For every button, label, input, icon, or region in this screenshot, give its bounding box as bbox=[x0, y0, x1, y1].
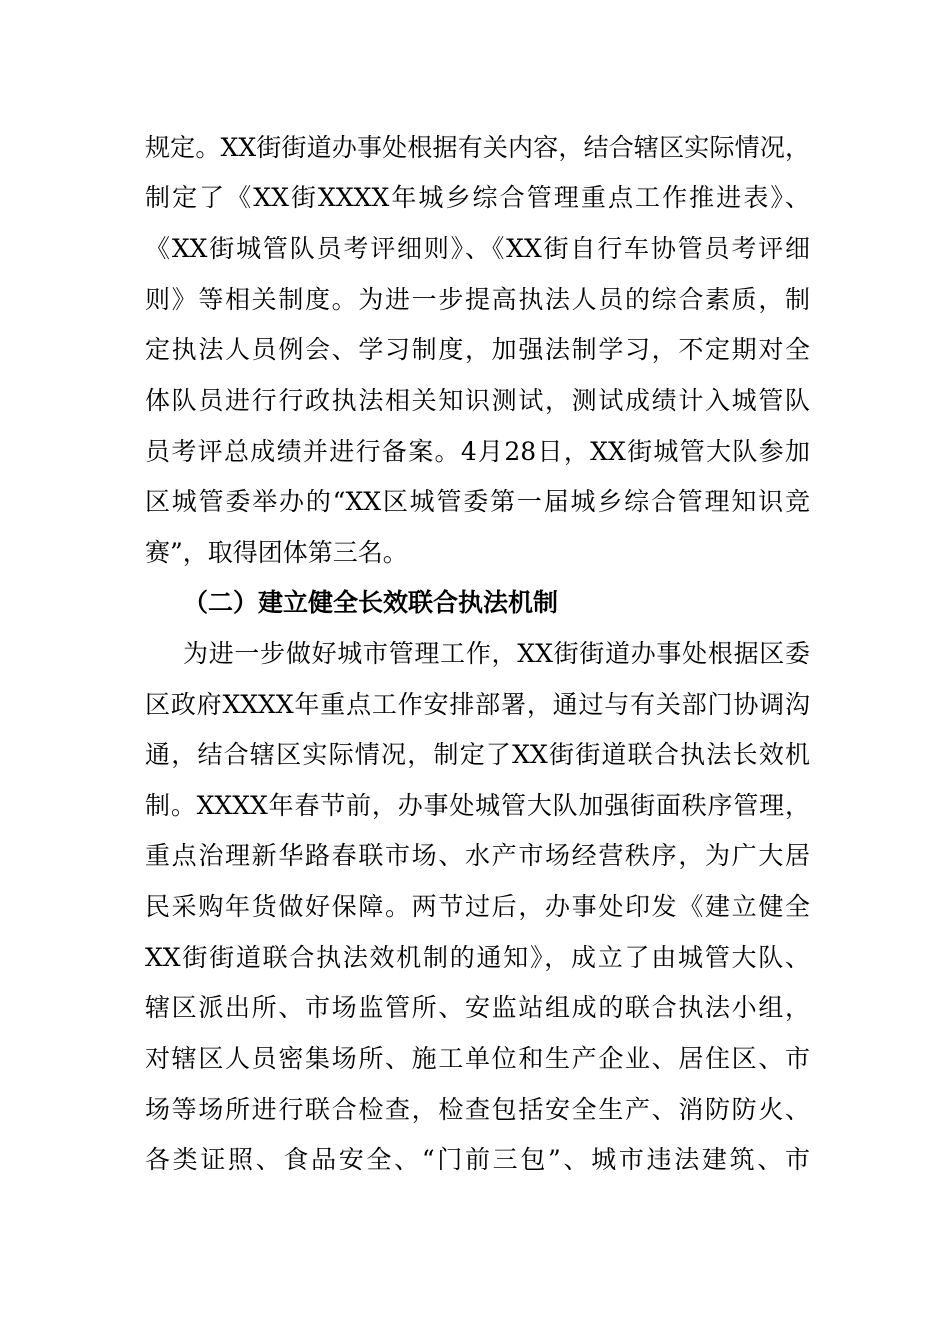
paragraph1-line-6: 体队员进行行政执法相关知识测试，测试成绩计入城管队 bbox=[145, 386, 810, 415]
paragraph1-line-9: 赛”，取得团体第三名。 bbox=[145, 538, 408, 567]
paragraph1-line-1: 规定。XX街街道办事处根据有关内容，结合辖区实际情况， bbox=[145, 133, 810, 162]
paragraph1-line-5: 定执法人员例会、学习制度，加强法制学习，不定期对全 bbox=[145, 335, 810, 364]
paragraph2-line-4: 制。XXXX年春节前，办事处城管大队加强街面秩序管理， bbox=[145, 791, 810, 820]
paragraph2-line-10: 场等场所进行联合检查，检查包括安全生产、消防防火、 bbox=[145, 1095, 810, 1124]
paragraph1-line-8: 区城管委举办的“XX区城管委第一届城乡综合管理知识竞 bbox=[145, 487, 810, 516]
paragraph1-line-2: 制定了《XX街XXXX年城乡综合管理重点工作推进表》、 bbox=[145, 183, 810, 212]
paragraph2-line-1: 为进一步做好城市管理工作，XX街街道办事处根据区委 bbox=[183, 639, 810, 668]
section-heading: （二）建立健全长效联合执法机制 bbox=[183, 588, 559, 617]
paragraph1-line-3: 《XX街城管队员考评细则》、《XX街自行车协管员考评细 bbox=[145, 234, 810, 263]
paragraph1-line-7: 员考评总成绩并进行备案。4月28日，XX街城管大队参加 bbox=[145, 437, 810, 466]
paragraph2-line-5: 重点治理新华路春联市场、水产市场经营秩序，为广大居 bbox=[145, 841, 810, 870]
paragraph2-line-8: 辖区派出所、市场监管所、安监站组成的联合执法小组， bbox=[145, 993, 810, 1022]
paragraph2-line-6: 民采购年货做好保障。两节过后，办事处印发《建立健全 bbox=[145, 892, 810, 921]
paragraph2-line-9: 对辖区人员密集场所、施工单位和生产企业、居住区、市 bbox=[145, 1044, 810, 1073]
paragraph2-line-2: 区政府XXXX年重点工作安排部署，通过与有关部门协调沟 bbox=[145, 690, 810, 719]
paragraph2-line-3: 通，结合辖区实际情况，制定了XX街街道联合执法长效机 bbox=[145, 740, 810, 769]
paragraph2-line-11: 各类证照、食品安全、“门前三包”、城市违法建筑、市 bbox=[145, 1145, 810, 1174]
paragraph1-line-4: 则》等相关制度。为进一步提高执法人员的综合素质，制 bbox=[145, 285, 810, 314]
paragraph2-line-7: XX街街道联合执法效机制的通知》，成立了由城管大队、 bbox=[145, 943, 810, 972]
